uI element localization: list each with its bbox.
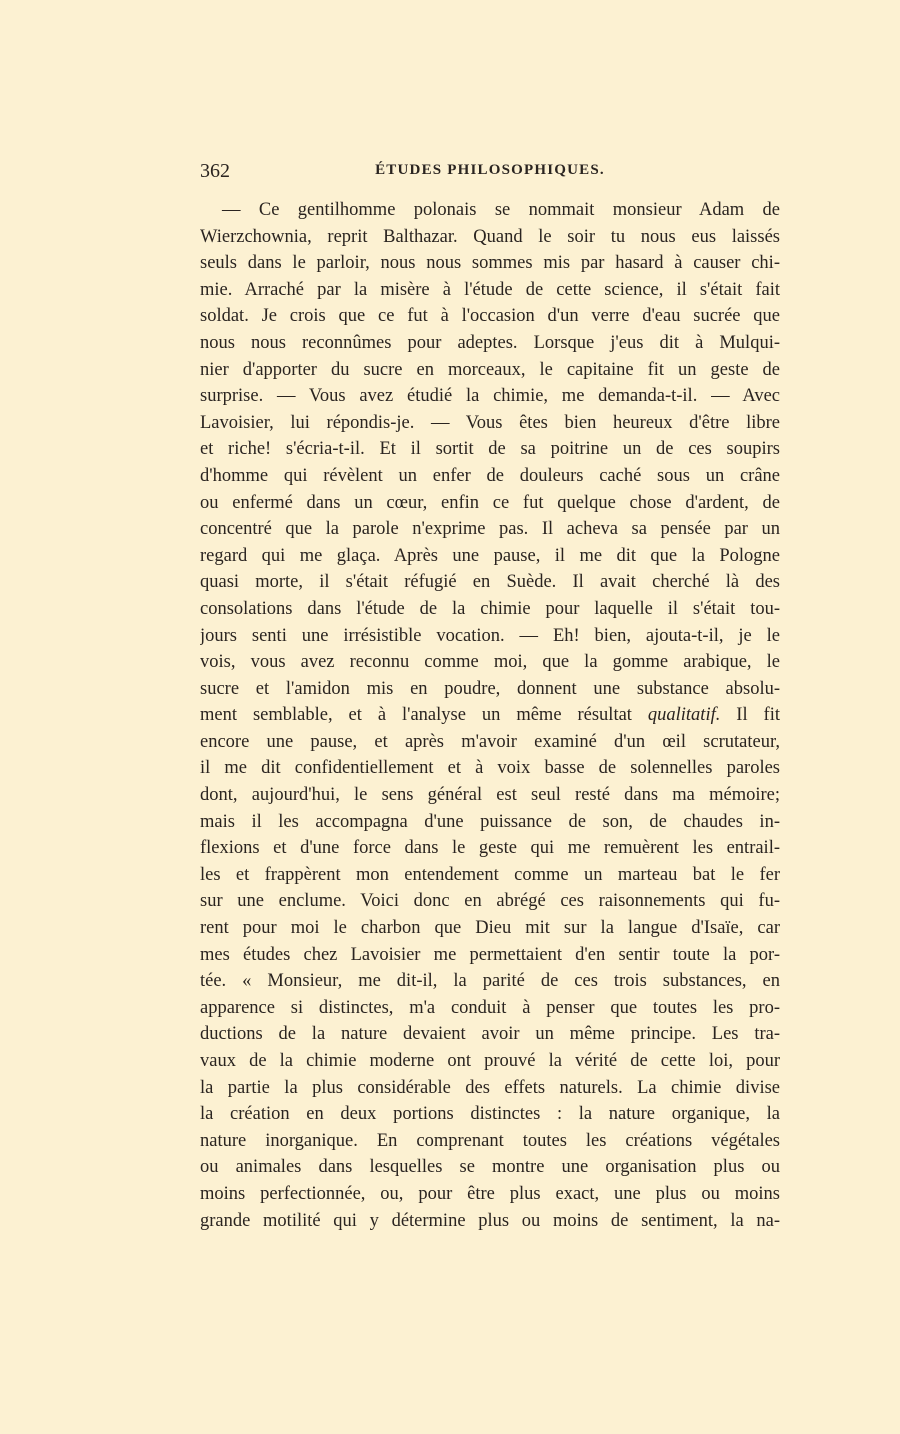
text-line: ou animales dans lesquelles se montre une organisation plus ou: [200, 1157, 780, 1178]
text-line: d'homme qui révèlent un enfer de douleurs caché sous un crâne: [200, 465, 780, 486]
text-line: la création en deux portions distinctes : la nature organique, la: [200, 1104, 780, 1125]
text-line: soldat. Je crois que ce fut à l'occasion d'un verre d'eau sucrée que: [200, 306, 780, 327]
text-line: vois, vous avez reconnu comme moi, que la gomme arabique, le: [200, 652, 780, 673]
body-text: [200, 197, 780, 1234]
text-segment: Il fit: [720, 705, 780, 726]
text-line: consolations dans l'étude de la chimie pour laquelle il s'était tou-: [200, 598, 780, 619]
text-line: ou enfermé dans un cœur, enfin ce fut quelque chose d'ardent, de: [200, 492, 780, 513]
text-line: il me dit confidentiellement et à voix basse de solennelles paroles: [200, 758, 780, 779]
text-line: mais il les accompagna d'une puissance de son, de chaudes in-: [200, 811, 780, 832]
text-line: nature inorganique. En comprenant toutes les créations végétales: [200, 1130, 780, 1151]
text-line: sur une enclume. Voici donc en abrégé ces raisonnements qui fu-: [200, 891, 780, 912]
text-line: nier d'apporter du sucre en morceaux, le capitaine fit un geste de: [200, 359, 780, 380]
text-line: seuls dans le parloir, nous nous sommes mis par hasard à causer chi-: [200, 253, 780, 274]
text-line: moins perfectionnée, ou, pour être plus exact, une plus ou moins: [200, 1183, 780, 1204]
text-line: Wierzchownia, reprit Balthazar. Quand le soir tu nous eus laissés: [200, 226, 780, 247]
italic-word: qualitatif.: [647, 705, 721, 726]
text-line: la partie la plus considérable des effets naturels. La chimie divise: [200, 1077, 780, 1098]
text-line: vaux de la chimie moderne ont prouvé la vérité de cette loi, pour: [200, 1051, 780, 1071]
text-line: flexions et d'une force dans le geste qui me remuèrent les entrail-: [200, 838, 780, 859]
text-line: sucre et l'amidon mis en poudre, donnent une substance absolu-: [200, 678, 780, 699]
text-line: Lavoisier, lui répondis-je. — Vous êtes bien heureux d'être libre: [200, 412, 780, 433]
text-line: regard qui me glaça. Après une pause, il me dit que la Pologne: [200, 545, 780, 566]
text-line: mie. Arraché par la misère à l'étude de cette science, il s'était fait: [200, 279, 780, 300]
running-title: ÉTUDES PHILOSOPHIQUES.: [375, 162, 605, 178]
text-segment: ment semblable, et à l'analyse un même résultat: [200, 705, 648, 726]
text-line: encore une pause, et après m'avoir examiné d'un œil scrutateur,: [200, 731, 780, 752]
text-line: mes études chez Lavoisier me permettaient d'en sentir toute la por-: [200, 944, 780, 965]
page-header: [200, 160, 780, 186]
text-line: ductions de la nature devaient avoir un même principe. Les tra-: [200, 1024, 780, 1045]
text-line: grande motilité qui y détermine plus ou moins de sentiment, la na-: [200, 1210, 780, 1231]
text-line: dont, aujourd'hui, le sens général est seul resté dans ma mémoire;: [200, 785, 780, 806]
text-line: surprise. — Vous avez étudié la chimie, me demanda-t-il. — Avec: [200, 386, 780, 407]
text-line: jours senti une irrésistible vocation. — Eh! bien, ajouta-t-il, je le: [200, 625, 780, 646]
text-line: apparence si distinctes, m'a conduit à penser que toutes les pro-: [200, 997, 780, 1018]
text-line: quasi morte, il s'était réfugié en Suède. Il avait cherché là des: [200, 572, 780, 593]
text-line: les et frappèrent mon entendement comme un marteau bat le fer: [200, 864, 780, 885]
page-number: 362: [200, 160, 230, 182]
text-line: [200, 702, 780, 729]
text-line: rent pour moi le charbon que Dieu mit sur la langue d'Isaïe, car: [200, 918, 780, 939]
text-line: — Ce gentilhomme polonais se nommait monsieur Adam de: [222, 200, 780, 220]
text-line: et riche! s'écria-t-il. Et il sortit de sa poitrine un de ces soupirs: [200, 439, 780, 460]
text-line: nous nous reconnûmes pour adeptes. Lorsque j'eus dit à Mulqui-: [200, 332, 780, 353]
text-line: tée. « Monsieur, me dit-il, la parité de ces trois substances, en: [200, 971, 780, 992]
text-line: concentré que la parole n'exprime pas. Il acheva sa pensée par un: [200, 519, 780, 540]
